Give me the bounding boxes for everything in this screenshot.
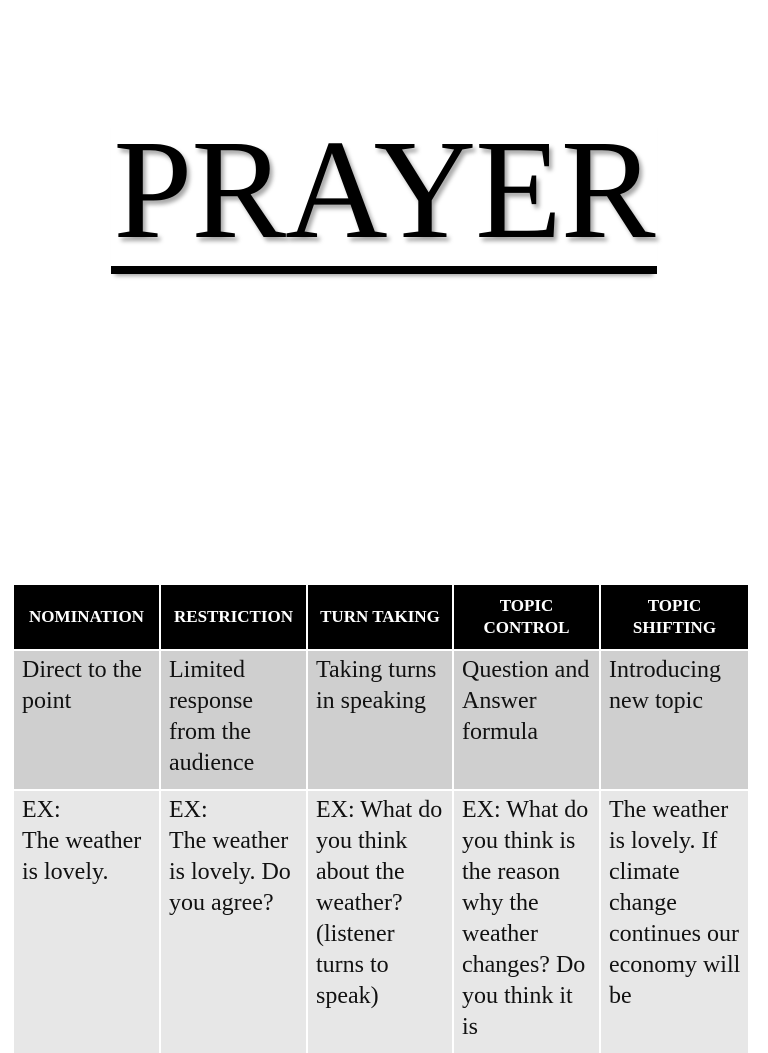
table-row [14, 650, 748, 790]
header-nomination: NOMINATION [14, 585, 160, 650]
table-row [14, 790, 748, 1053]
header-turn-taking: TURN TAKING [307, 585, 453, 650]
header-restriction: RESTRICTION [160, 585, 307, 650]
table-cell: EX: The weather is lovely. Do you agree? [160, 790, 307, 1053]
slide-title: PRAYER [111, 118, 656, 274]
header-topic-control: TOPIC CONTROL [453, 585, 600, 650]
title-container [0, 110, 768, 274]
communication-strategies-table [14, 585, 748, 1053]
table-header-row [14, 585, 748, 650]
table-cell: Direct to the point [14, 650, 160, 790]
table-cell: Limited response from the audience [160, 650, 307, 790]
table-cell: Taking turns in speaking [307, 650, 453, 790]
table-cell: EX: What do you think is the reason why the weather changes? Do you think it is [453, 790, 600, 1053]
header-topic-shifting: TOPIC SHIFTING [600, 585, 748, 650]
table-cell: EX: What do you think about the weather? (listener turns to speak) [307, 790, 453, 1053]
table-cell: EX: The weather is lovely. [14, 790, 160, 1053]
table-cell: The weather is lovely. If climate change continues our economy will be [600, 790, 748, 1053]
table-cell: Introducing new topic [600, 650, 748, 790]
table-cell: Question and Answer formula [453, 650, 600, 790]
